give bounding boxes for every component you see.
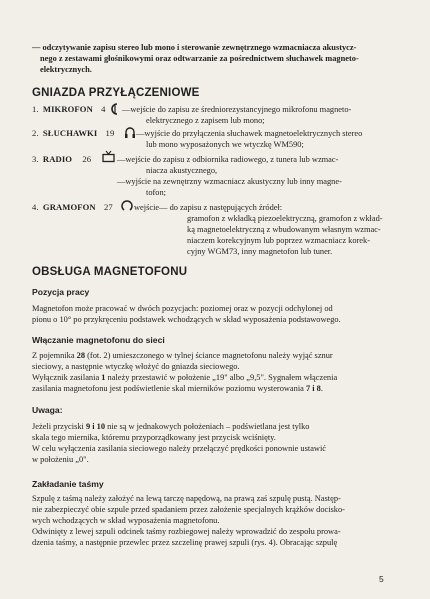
radio-desc-1: —wejście do zapisu z odbiornika radiowego, z tunera lub wzmac-	[117, 155, 339, 164]
socket-number: 4.	[32, 202, 39, 212]
tape-heading: Zakładanie taśmy	[32, 479, 104, 489]
socket-sluchawki	[32, 128, 114, 138]
radio-tv-icon	[102, 150, 115, 163]
power-heading: Włączanie magnetofonu do sieci	[32, 335, 165, 345]
sluchawki-desc-1: —wyjście do przyłączenia słuchawek magnetoelektrycznych stereo	[136, 129, 363, 138]
socket-gramofon	[32, 202, 113, 212]
socket-radio	[32, 154, 91, 164]
gramofon-desc-2: gramofon z wkładką piezoelektryczną, gramofon z wkład-	[187, 214, 383, 223]
power-line-1: Z pojemnika 28 (fot. 2) umieszczonego w tylnej ściance magnetofonu należy wyjąć sznur	[32, 351, 333, 360]
socket-code: 4	[101, 104, 106, 114]
tape-line-4: Odwinięty z lewej szpuli odcinek taśmy rozbiegowej należy wprowadzić do zespołu prowa-	[32, 527, 341, 536]
position-heading: Pozycja pracy	[32, 287, 90, 297]
socket-number: 2.	[32, 128, 39, 138]
operation-heading: OBSŁUGA MAGNETOFONU	[32, 266, 188, 278]
intro-line-2: nego z zestawami głośnikowymi oraz odtwarzanie za pośrednictwem słuchawek magneto-	[40, 54, 359, 63]
radio-desc-2: niacza akustycznego,	[146, 166, 218, 175]
tape-line-2: nie zabezpieczyć obie szpule przed spadaniem przez założenie specjalnych krążków docisko-	[32, 505, 345, 514]
note-heading: Uwaga:	[32, 405, 63, 415]
note-line-4: w położeniu „0".	[32, 455, 89, 464]
note-line-2: skala tego miernika, któremu przyporządkowany jest przycisk wciśnięty.	[32, 433, 276, 442]
socket-code: 26	[82, 154, 92, 164]
position-line-1: Magnetofon może pracować w dwóch pozycjach: poziomej oraz w pozycji odchylonej od	[32, 304, 333, 313]
mikrofon-desc-1: —wejście do zapisu ze średniorezystancyjnego mikrofonu magneto-	[122, 105, 352, 114]
sluchawki-desc-2: lub mono wyposażonych we wtyczkę WM590;	[146, 140, 304, 149]
socket-name: GRAMOFON	[42, 202, 96, 212]
turntable-icon	[121, 199, 133, 212]
page-number: 5	[379, 574, 384, 584]
headphones-icon	[124, 126, 136, 139]
socket-code: 27	[104, 202, 113, 212]
socket-code: 19	[105, 128, 115, 138]
intro-line-3: elektrycznych.	[40, 65, 92, 74]
power-line-4: zasilania magnetofonu jest podświetlenie skal mierników poziomu wysterowania 7 i 8.	[32, 384, 323, 393]
radio-desc-3: —wyjście na zewnętrzny wzmacniacz akustyczny lub inny magne-	[117, 177, 342, 186]
tape-line-3: wych wchodzących w skład wyposażenia magnetofonu.	[32, 516, 220, 525]
power-line-3: Wyłącznik zasilania 1 należy przestawić w położenie „19" albo „9,5". Sygnałem włączenia	[32, 373, 338, 382]
gramofon-desc-4: niaczem korekcyjnym lub poprzez wzmacniacz korek-	[187, 236, 370, 245]
intro-line-1: — odczytywanie zapisu stereo lub mono i sterowanie zewnętrznego wzmacniacza akustycz-	[32, 43, 357, 52]
radio-desc-4: tofon;	[146, 188, 167, 197]
socket-name: RADIO	[42, 154, 73, 164]
socket-name: SŁUCHAWKI	[42, 128, 98, 138]
mikrofon-desc-2: elektrycznego z zapisem lub mono;	[146, 116, 265, 125]
power-line-2: sieciowy, a następnie wtyczkę włożyć do gniazda sieciowego.	[32, 362, 240, 371]
sockets-heading: GNIAZDA PRZYŁĄCZENIOWE	[32, 87, 200, 99]
socket-number: 1.	[32, 104, 39, 114]
note-line-3: W celu wyłączenia zasilania sieciowego należy przełączyć prędkości ponownie ustawić	[32, 444, 326, 453]
gramofon-desc-1: wejście— do zapisu z następujących źródeł:	[134, 203, 283, 212]
socket-number: 3.	[32, 154, 39, 164]
position-line-2: pionu o 10° po przykręceniu podstawek wchodzących w skład wyposażenia podstawowego.	[32, 315, 341, 324]
gramofon-desc-3: ką magnetoelektryczną z wbudowanym własnym wzmac-	[187, 225, 381, 234]
microphone-icon	[107, 102, 121, 116]
tape-line-1: Szpulę z taśmą należy założyć na lewą tarczę napędową, na prawą zaś szpulę pustą. Następ-	[32, 494, 341, 503]
socket-mikrofon	[32, 104, 106, 114]
gramofon-desc-5: cyjny WGM73, inny magnetofon lub tuner.	[187, 247, 333, 256]
socket-name: MIKROFON	[42, 104, 93, 114]
tape-line-5: dzenia taśmy, a następnie przewlec przez szczelinę prawej szpuli (rys. 4). Obracając szpulę	[32, 538, 338, 547]
note-line-1: Jeżeli przyciski 9 i 10 nie są w jednakowych położeniach – podświetlana jest tylko	[32, 422, 310, 431]
